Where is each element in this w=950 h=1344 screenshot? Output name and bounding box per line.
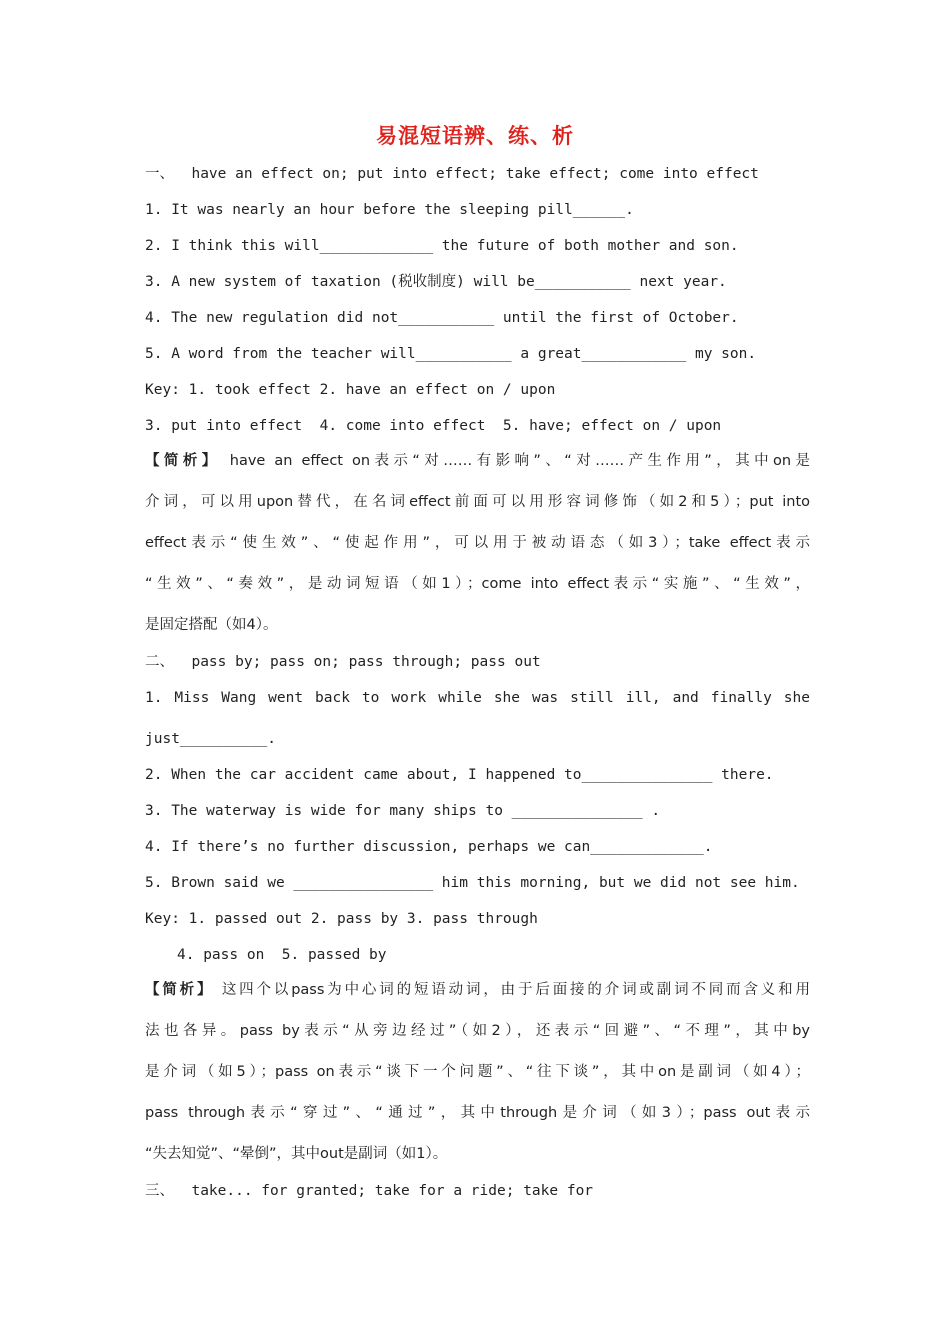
s2-question-1: 1. Miss Wang went back to work while she was still ill, and finally she <box>145 690 810 706</box>
s2-question-2: 2. When the car accident came about, I happened to_______________ there. <box>145 767 774 783</box>
s2-analysis-line-3: 是介词（如5）；pass on表示“谈下一个问题”、“往下谈”，其中on是副词（如4）； <box>145 1064 810 1080</box>
s2-question-1-cont: just__________. <box>145 731 276 747</box>
s2-question-5: 5. Brown said we ________________ him this morning, but we did not see him. <box>145 875 800 891</box>
section-2-heading: 二、 pass by; pass on; pass through; pass out <box>145 654 541 670</box>
section-3-heading: 三、 take... for granted; take for a ride; take for <box>145 1183 594 1199</box>
s1-question-3: 3. A new system of taxation (税收制度) will be___________ next year. <box>145 274 727 290</box>
s2-analysis-label: 【简析】 <box>145 982 215 998</box>
document-title: 易混短语辨、练、析 <box>376 123 574 148</box>
s1-question-1: 1. It was nearly an hour before the sleeping pill______. <box>145 202 634 218</box>
s1-analysis-line-3: effect表示“使生效”、“使起作用”，可以用于被动语态（如3）；take effect表示 <box>145 535 810 551</box>
s1-analysis-line-5: 是固定搭配（如4）。 <box>145 617 278 633</box>
s2-analysis-line-5: “失去知觉”、“晕倒”，其中out是副词（如1）。 <box>145 1146 448 1162</box>
section-1-heading: 一、 have an effect on; put into effect; take effect; come into effect <box>145 166 759 182</box>
s2-answer-key-2: 4. pass on 5. passed by <box>177 947 387 963</box>
s2-question-3: 3. The waterway is wide for many ships to _______________ . <box>145 803 661 819</box>
s1-analysis-label: 【简析】 <box>145 453 221 469</box>
s2-question-4: 4. If there’s no further discussion, perhaps we can_____________. <box>145 839 713 855</box>
s1-answer-key-2: 3. put into effect 4. come into effect 5. have; effect on / upon <box>145 418 722 434</box>
s1-analysis-line-4: “生效”、“奏效”，是动词短语（如1）；come into effect表示“实施”、“生效”， <box>145 576 810 592</box>
s2-analysis-line-1: 【简析】 这四个以pass为中心词的短语动词，由于后面接的介词或副词不同而含义和用 <box>145 982 810 998</box>
s2-analysis-line-4: pass through表示“穿过”、“通过”，其中through是介词（如3）；pass out表示 <box>145 1105 810 1121</box>
s1-question-4: 4. The new regulation did not___________ until the first of October. <box>145 310 739 326</box>
s1-analysis-line-1: 【简析】 have an effect on表示“对……有影响”、“对……产生作用”，其中on是 <box>145 453 811 469</box>
s2-analysis-line-2: 法也各异。pass by表示“从旁边经过”（如2），还表示“回避”、“不理”，其中by <box>145 1023 810 1039</box>
s1-answer-key-1: Key: 1. took effect 2. have an effect on / upon <box>145 382 556 398</box>
s1-question-2: 2. I think this will_____________ the future of both mother and son. <box>145 238 739 254</box>
s1-question-5: 5. A word from the teacher will___________ a great____________ my son. <box>145 346 757 362</box>
s2-answer-key-1: Key: 1. passed out 2. pass by 3. pass through <box>145 911 538 927</box>
s1-analysis-line-2: 介词，可以用upon替代，在名词effect前面可以用形容词修饰（如2和5）；put into <box>145 494 810 510</box>
